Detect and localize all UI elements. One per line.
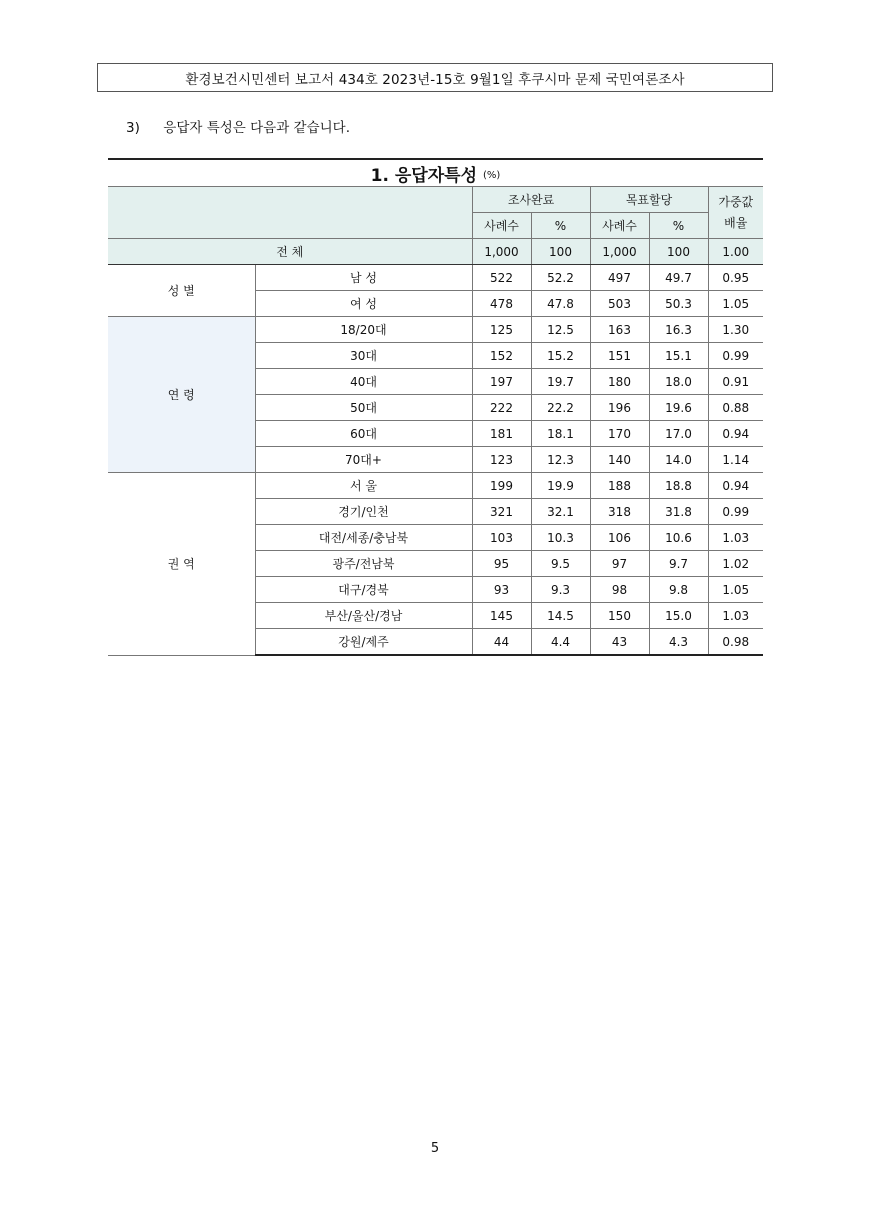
cell: 9.3 xyxy=(531,577,590,603)
cell: 0.91 xyxy=(708,369,763,395)
report-header xyxy=(97,63,773,92)
cell: 100 xyxy=(531,239,590,265)
cell: 1.03 xyxy=(708,603,763,629)
cell: 97 xyxy=(590,551,649,577)
cell: 1.03 xyxy=(708,525,763,551)
cell: 14.0 xyxy=(649,447,708,473)
cell: 1.05 xyxy=(708,291,763,317)
cell: 1.30 xyxy=(708,317,763,343)
table-title xyxy=(108,158,763,186)
cell: 0.98 xyxy=(708,629,763,656)
cell: 1,000 xyxy=(590,239,649,265)
cell: 9.7 xyxy=(649,551,708,577)
cell: 15.1 xyxy=(649,343,708,369)
row-label: 강원/제주 xyxy=(255,629,472,656)
row-label: 대전/세종/충남북 xyxy=(255,525,472,551)
cell: 0.94 xyxy=(708,473,763,499)
cell: 478 xyxy=(472,291,531,317)
group-label-age: 연 령 xyxy=(108,317,255,473)
row-label: 50대 xyxy=(255,395,472,421)
cell: 43 xyxy=(590,629,649,656)
row-label: 광주/전남북 xyxy=(255,551,472,577)
total-label: 전 체 xyxy=(108,239,472,265)
cell: 1.02 xyxy=(708,551,763,577)
group-label-gender: 성 별 xyxy=(108,265,255,317)
cell: 12.3 xyxy=(531,447,590,473)
cell: 318 xyxy=(590,499,649,525)
cell: 103 xyxy=(472,525,531,551)
row-label: 40대 xyxy=(255,369,472,395)
cell: 19.9 xyxy=(531,473,590,499)
cell: 16.3 xyxy=(649,317,708,343)
cell: 196 xyxy=(590,395,649,421)
cell: 1,000 xyxy=(472,239,531,265)
cell: 152 xyxy=(472,343,531,369)
cell: 19.6 xyxy=(649,395,708,421)
group-label-region: 권 역 xyxy=(108,473,255,656)
cell: 47.8 xyxy=(531,291,590,317)
cell: 10.6 xyxy=(649,525,708,551)
col-weight-label: 가중값 배율 xyxy=(718,194,754,230)
row-label: 18/20대 xyxy=(255,317,472,343)
table-row xyxy=(108,473,763,499)
row-label: 서 울 xyxy=(255,473,472,499)
cell: 1.00 xyxy=(708,239,763,265)
cell: 145 xyxy=(472,603,531,629)
cell: 188 xyxy=(590,473,649,499)
cell: 93 xyxy=(472,577,531,603)
cell: 18.8 xyxy=(649,473,708,499)
col-group-survey: 조사완료 xyxy=(472,187,590,213)
cell: 19.7 xyxy=(531,369,590,395)
page-number: 5 xyxy=(430,1141,440,1156)
row-label: 부산/울산/경남 xyxy=(255,603,472,629)
sub-col-pct: % xyxy=(531,213,590,239)
cell: 9.8 xyxy=(649,577,708,603)
respondent-table xyxy=(108,186,763,656)
cell: 17.0 xyxy=(649,421,708,447)
header-blank xyxy=(108,187,472,239)
cell: 10.3 xyxy=(531,525,590,551)
cell: 170 xyxy=(590,421,649,447)
row-label: 여 성 xyxy=(255,291,472,317)
cell: 31.8 xyxy=(649,499,708,525)
cell: 18.1 xyxy=(531,421,590,447)
col-group-target: 목표할당 xyxy=(590,187,708,213)
cell: 197 xyxy=(472,369,531,395)
cell: 106 xyxy=(590,525,649,551)
sub-col-pct: % xyxy=(649,213,708,239)
cell: 180 xyxy=(590,369,649,395)
cell: 49.7 xyxy=(649,265,708,291)
cell: 140 xyxy=(590,447,649,473)
row-label: 경기/인천 xyxy=(255,499,472,525)
row-label: 남 성 xyxy=(255,265,472,291)
cell: 181 xyxy=(472,421,531,447)
col-group-weight xyxy=(708,187,763,239)
cell: 15.2 xyxy=(531,343,590,369)
table-unit: (%) xyxy=(483,170,501,181)
sub-col-count: 사례수 xyxy=(590,213,649,239)
row-label: 30대 xyxy=(255,343,472,369)
cell: 0.99 xyxy=(708,343,763,369)
cell: 15.0 xyxy=(649,603,708,629)
row-label: 60대 xyxy=(255,421,472,447)
cell: 1.14 xyxy=(708,447,763,473)
table-row xyxy=(108,317,763,343)
cell: 199 xyxy=(472,473,531,499)
cell: 503 xyxy=(590,291,649,317)
cell: 14.5 xyxy=(531,603,590,629)
cell: 222 xyxy=(472,395,531,421)
cell: 22.2 xyxy=(531,395,590,421)
cell: 9.5 xyxy=(531,551,590,577)
cell: 4.3 xyxy=(649,629,708,656)
cell: 98 xyxy=(590,577,649,603)
cell: 163 xyxy=(590,317,649,343)
cell: 150 xyxy=(590,603,649,629)
row-label: 70대+ xyxy=(255,447,472,473)
total-row xyxy=(108,239,763,265)
cell: 151 xyxy=(590,343,649,369)
report-header-title: 환경보건시민센터 보고서 434호 2023년-15호 9월1일 후쿠시마 문제 국민여론조사 xyxy=(185,71,685,88)
cell: 0.94 xyxy=(708,421,763,447)
table-row xyxy=(108,265,763,291)
cell: 50.3 xyxy=(649,291,708,317)
cell: 44 xyxy=(472,629,531,656)
cell: 123 xyxy=(472,447,531,473)
cell: 125 xyxy=(472,317,531,343)
intro-line xyxy=(126,116,350,136)
cell: 4.4 xyxy=(531,629,590,656)
cell: 52.2 xyxy=(531,265,590,291)
cell: 522 xyxy=(472,265,531,291)
cell: 0.95 xyxy=(708,265,763,291)
cell: 497 xyxy=(590,265,649,291)
cell: 12.5 xyxy=(531,317,590,343)
cell: 0.99 xyxy=(708,499,763,525)
cell: 18.0 xyxy=(649,369,708,395)
header-row-1 xyxy=(108,187,763,213)
cell: 32.1 xyxy=(531,499,590,525)
intro-text: 응답자 특성은 다음과 같습니다. xyxy=(163,120,350,136)
table-title-text: 1. 응답자특성 xyxy=(370,165,477,186)
cell: 100 xyxy=(649,239,708,265)
cell: 0.88 xyxy=(708,395,763,421)
cell: 95 xyxy=(472,551,531,577)
cell: 1.05 xyxy=(708,577,763,603)
row-label: 대구/경북 xyxy=(255,577,472,603)
intro-number: 3) xyxy=(126,120,140,136)
sub-col-count: 사례수 xyxy=(472,213,531,239)
cell: 321 xyxy=(472,499,531,525)
